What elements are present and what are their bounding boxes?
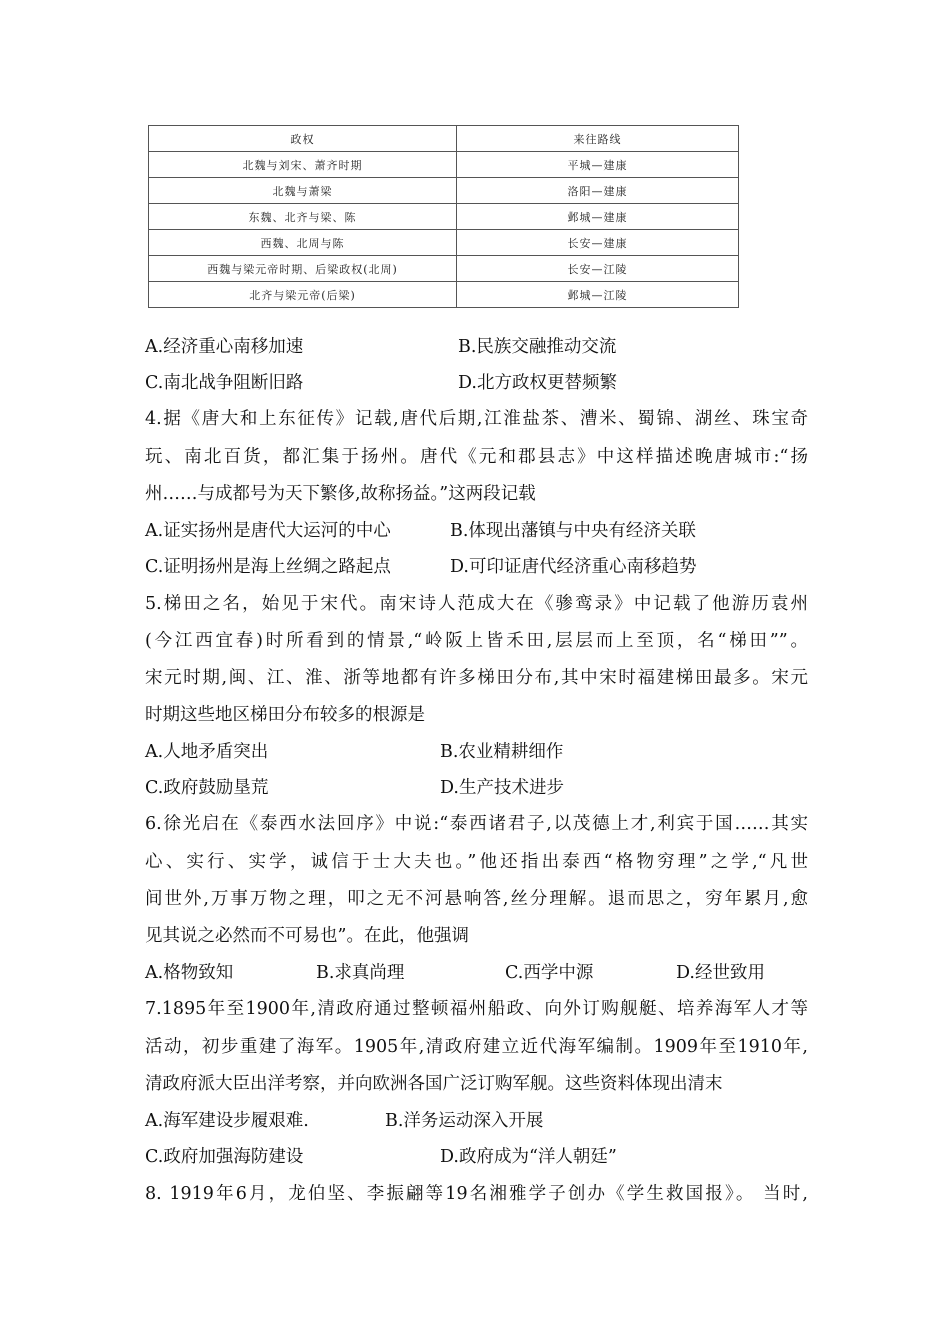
table-cell: 长安—江陵 <box>457 256 739 282</box>
table-row <box>149 230 739 256</box>
q4-option-a: A.证实扬州是唐代大运河的中心 <box>145 521 391 541</box>
table-cell: 长安—建康 <box>457 230 739 256</box>
q7-stem-line: 清政府派大臣出洋考察，并向欧洲各国广泛订购军舰。这些资料体现出清末 <box>145 1074 723 1094</box>
q8-stem-line: 8. 1919年6月，龙伯坚、李振翩等19名湘雅学子创办《学生救国报》。 当时, <box>145 1184 808 1204</box>
q7-option-b: B.洋务运动深入开展 <box>385 1111 544 1131</box>
regime-route-table <box>148 125 739 308</box>
table-header-cell: 政权 <box>149 126 457 152</box>
q6-option-b: B.求真尚理 <box>316 963 405 983</box>
table-cell: 邺城—江陵 <box>457 282 739 308</box>
table-cell: 北魏与刘宋、萧齐时期 <box>149 152 457 178</box>
table-cell: 北魏与萧梁 <box>149 178 457 204</box>
table-row <box>149 152 739 178</box>
q7-option-a: A.海军建设步履艰难. <box>145 1111 309 1131</box>
q4-option-b: B.体现出藩镇与中央有经济关联 <box>450 521 696 541</box>
q5-stem-line: 宋元时期,闽、江、淮、浙等地都有许多梯田分布,其中宋时福建梯田最多。宋元 <box>145 668 808 688</box>
q5-stem-line: 时期这些地区梯田分布较多的根源是 <box>145 705 425 725</box>
table-cell: 西魏与梁元帝时期、后梁政权(北周) <box>149 256 457 282</box>
q3-option-b: B.民族交融推动交流 <box>458 337 617 357</box>
q7-stem-line: 7.1895年至1900年,清政府通过整顿福州船政、向外订购舰艇、培养海军人才等 <box>145 999 808 1019</box>
table-row <box>149 282 739 308</box>
q6-option-c: C.西学中源 <box>505 963 594 983</box>
q7-option-c: C.政府加强海防建设 <box>145 1147 304 1167</box>
table-header-row <box>149 126 739 152</box>
q4-stem-line: 玩、南北百货，都汇集于扬州。唐代《元和郡县志》中这样描述晚唐城市:“扬 <box>145 447 808 467</box>
q7-stem-line: 活动，初步重建了海军。1905年,清政府建立近代海军编制。1909年至1910年, <box>145 1037 808 1057</box>
q5-stem-line: (今江西宜春)时所看到的情景,“岭阪上皆禾田,层层而上至顶，名“梯田””。 <box>145 631 808 651</box>
table-row <box>149 256 739 282</box>
q6-option-d: D.经世致用 <box>676 963 765 983</box>
q3-option-d: D.北方政权更替频繁 <box>458 373 617 393</box>
q6-stem-line: 6.徐光启在《泰西水法回序》中说:“泰西诸君子,以茂德上才,利宾于国……其实 <box>145 814 808 834</box>
table-cell: 西魏、北周与陈 <box>149 230 457 256</box>
q6-stem-line: 心、实行、实学，诚信于士大夫也。”他还指出泰西“格物穷理”之学,“凡世 <box>145 852 808 872</box>
table-cell: 北齐与梁元帝(后梁) <box>149 282 457 308</box>
table-header-cell: 来往路线 <box>457 126 739 152</box>
table-cell: 邺城—建康 <box>457 204 739 230</box>
table-cell: 平城—建康 <box>457 152 739 178</box>
q6-option-a: A.格物致知 <box>145 963 234 983</box>
q5-option-c: C.政府鼓励垦荒 <box>145 778 269 798</box>
q7-option-d: D.政府成为“洋人朝廷” <box>440 1147 617 1167</box>
q3-option-c: C.南北战争阻断旧路 <box>145 373 304 393</box>
q5-stem-line: 5.梯田之名，始见于宋代。南宋诗人范成大在《骖鸾录》中记载了他游历袁州 <box>145 594 808 614</box>
q4-stem-line: 州……与成都号为天下繁侈,故称扬益。”这两段记载 <box>145 484 536 504</box>
q3-option-a: A.经济重心南移加速 <box>145 337 304 357</box>
table-cell: 洛阳—建康 <box>457 178 739 204</box>
q4-option-d: D.可印证唐代经济重心南移趋势 <box>450 557 697 577</box>
q4-stem-line: 4.据《唐大和上东征传》记载,唐代后期,江淮盐茶、漕米、蜀锦、湖丝、珠宝奇 <box>145 409 808 429</box>
q5-option-d: D.生产技术进步 <box>440 778 564 798</box>
table-cell: 东魏、北齐与梁、陈 <box>149 204 457 230</box>
q5-option-b: B.农业精耕细作 <box>440 742 564 762</box>
q5-option-a: A.人地矛盾突出 <box>145 742 269 762</box>
q4-option-c: C.证明扬州是海上丝绸之路起点 <box>145 557 391 577</box>
q6-stem-line: 间世外,万事万物之理，叩之无不河悬响答,丝分理解。退而思之，穷年累月,愈 <box>145 889 808 909</box>
q6-stem-line: 见其说之必然而不可易也”。在此，他强调 <box>145 926 469 946</box>
table-row <box>149 178 739 204</box>
table-row <box>149 204 739 230</box>
